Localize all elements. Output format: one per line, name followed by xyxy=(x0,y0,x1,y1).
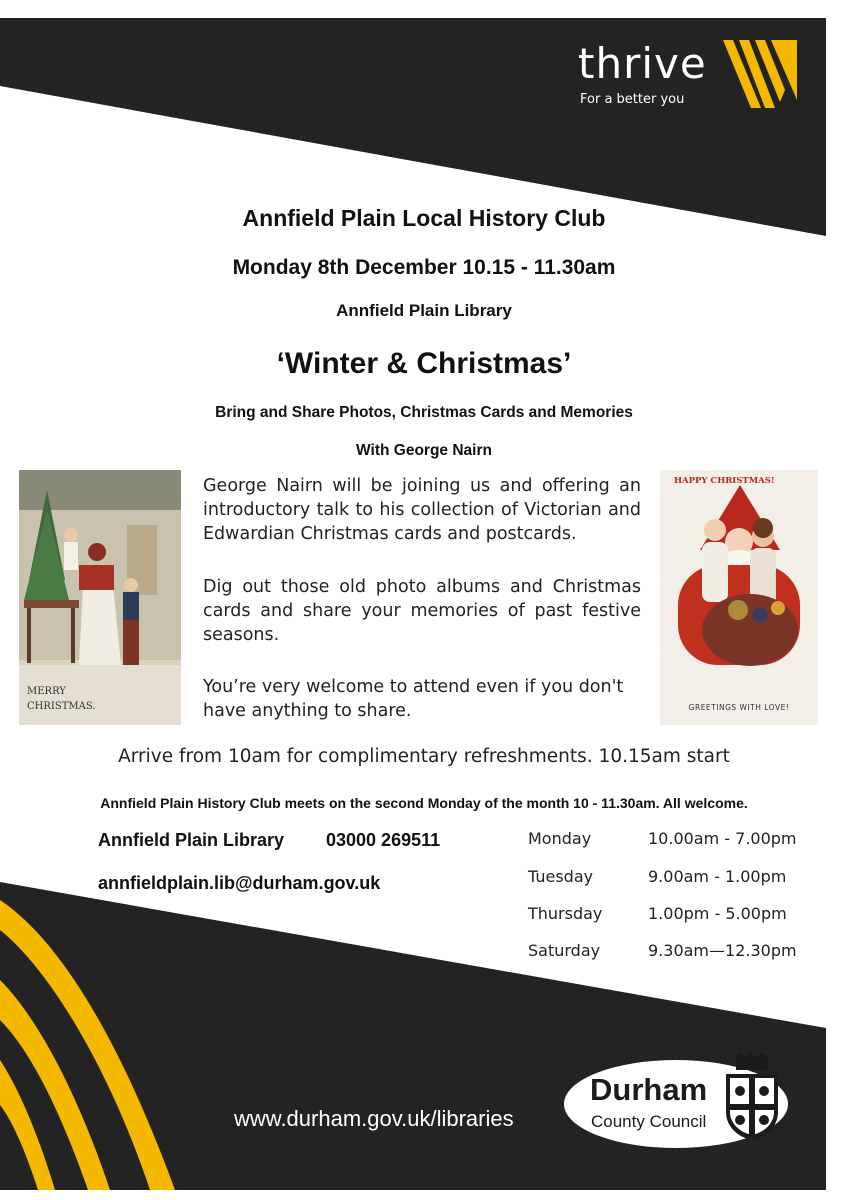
library-phone: 03000 269511 xyxy=(326,830,441,850)
greetings-with-love-text: GREETINGS WITH LOVE! xyxy=(688,703,790,712)
durham-logo xyxy=(562,1058,790,1150)
thrive-tagline: For a better you xyxy=(580,92,685,107)
event-venue: Annfield Plain Library xyxy=(336,301,512,320)
hours-time: 9.00am - 1.00pm xyxy=(648,867,787,886)
paragraph-intro: George Nairn will be joining us and offering an introductory talk to his collection of Victorian and Edwardian Christmas cards and postcards. xyxy=(203,476,641,544)
footer-url-link[interactable]: www.durham.gov.uk/libraries xyxy=(234,1106,514,1131)
event-datetime: Monday 8th December 10.15 - 11.30am xyxy=(232,256,616,279)
merry-christmas-card-image xyxy=(19,470,181,725)
paragraph-photos: Dig out those old photo albums and Christmas cards and share your memories of past festive seasons. xyxy=(203,577,641,645)
durham-name: Durham xyxy=(590,1072,708,1107)
paragraph-welcome: You’re very welcome to attend even if you don't have anything to share. xyxy=(203,677,624,721)
library-email-link[interactable]: annfieldplain.lib@durham.gov.uk xyxy=(98,873,381,893)
meets-info: Annfield Plain History Club meets on the second Monday of the month 10 - 11.30am. All welcome. xyxy=(100,795,748,811)
hours-time: 1.00pm - 5.00pm xyxy=(648,904,787,923)
durham-crest-icon xyxy=(722,1054,782,1142)
happy-christmas-card-image xyxy=(660,470,818,725)
event-with: With George Nairn xyxy=(356,442,492,459)
happy-christmas-text: HAPPY CHRISTMAS! xyxy=(674,476,775,486)
thrive-mark-icon xyxy=(723,40,798,110)
thrive-wordmark: thrive xyxy=(578,39,707,88)
hours-day: Tuesday xyxy=(528,867,594,886)
event-theme: ‘Winter & Christmas’ xyxy=(276,347,572,380)
hours-day: Thursday xyxy=(528,904,603,923)
hours-time: 10.00am - 7.00pm xyxy=(648,829,797,848)
merry-christmas-caption: MERRY CHRISTMAS. xyxy=(27,686,96,712)
event-title: Annfield Plain Local History Club xyxy=(242,205,606,231)
county-council-name: County Council xyxy=(591,1112,707,1131)
hours-day: Monday xyxy=(528,829,592,848)
arrive-info: Arrive from 10am for complimentary refreshments. 10.15am start xyxy=(118,746,730,767)
event-subtitle: Bring and Share Photos, Christmas Cards and Memories xyxy=(215,404,633,421)
hours-time: 9.30am—12.30pm xyxy=(648,941,797,960)
hours-day: Saturday xyxy=(528,941,601,960)
footer-banner xyxy=(0,870,848,1200)
library-name: Annfield Plain Library xyxy=(98,830,285,850)
thrive-logo xyxy=(578,40,808,115)
